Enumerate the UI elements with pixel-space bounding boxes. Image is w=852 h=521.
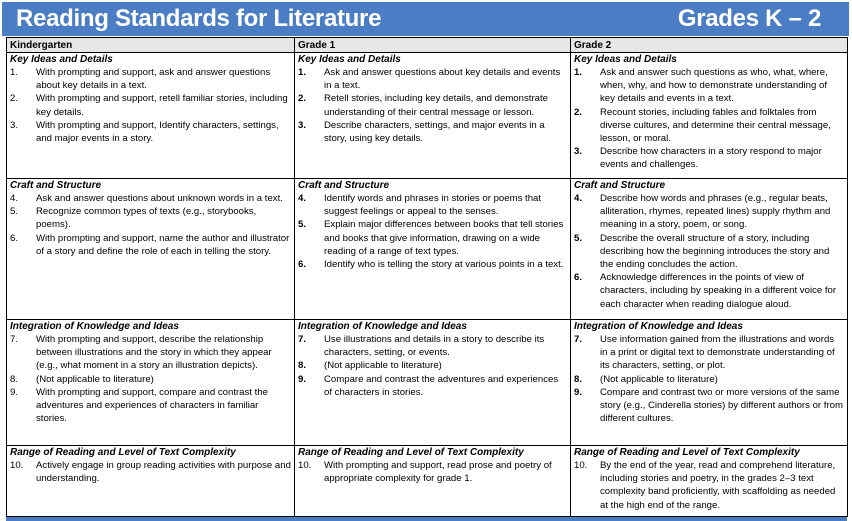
standards-list xyxy=(298,333,567,399)
section-heading: Integration of Knowledge and Ideas xyxy=(574,321,743,332)
standard-text: Identify words and phrases in stories or poems that suggest feelings or appeal to the senses. xyxy=(324,193,542,218)
standard-item xyxy=(10,92,291,118)
section-heading: Craft and Structure xyxy=(10,180,102,191)
standards-row-craft-structure xyxy=(7,179,848,320)
section-heading: Range of Reading and Level of Text Complexity xyxy=(574,447,800,458)
standard-text: By the end of the year, read and comprehend literature, including stories and poetry, in the grades 2–3 text complexity band proficiently, with scaffolding as needed at the high end of the range. xyxy=(600,460,836,511)
standard-item xyxy=(10,333,291,373)
cell-range-complexity-grade-1 xyxy=(295,446,571,517)
bottom-band xyxy=(6,517,847,521)
standard-item xyxy=(298,192,567,218)
standard-text: Recount stories, including fables and folktales from diverse cultures, and determine their central message, lesson, or moral. xyxy=(600,106,831,145)
standard-item xyxy=(10,119,291,145)
standard-number: 9. xyxy=(574,386,583,398)
standard-number: 8. xyxy=(10,373,19,385)
column-header-grade-1: Grade 1 xyxy=(295,38,571,53)
standard-item xyxy=(298,119,567,145)
standard-item xyxy=(574,373,844,386)
standard-item xyxy=(298,373,567,399)
standard-text: Describe how characters in a story respond to major events and challenges. xyxy=(600,146,822,171)
standard-item xyxy=(574,145,844,171)
cell-integration-grade-1 xyxy=(295,320,571,446)
standard-text: With prompting and support, name the author and illustrator of a story and define the role of each in telling the story. xyxy=(36,232,290,257)
standard-text: With prompting and support, compare and contrast the adventures and experiences of characters in familiar stories. xyxy=(36,386,268,425)
standards-list xyxy=(10,192,291,258)
cell-integration-kindergarten xyxy=(7,320,295,446)
standard-number: 8. xyxy=(574,373,583,385)
standard-number: 5. xyxy=(298,219,307,231)
grade-range: Grades K – 2 xyxy=(677,5,821,32)
standard-item xyxy=(574,386,844,426)
standards-row-key-ideas xyxy=(7,53,848,179)
standard-number: 9. xyxy=(298,373,307,385)
standard-number: 7. xyxy=(574,334,583,345)
cell-range-complexity-grade-2 xyxy=(571,446,848,517)
section-heading: Key Ideas and Details xyxy=(574,54,677,65)
standard-number: 1. xyxy=(10,67,19,78)
standard-text: With prompting and support, read prose and poetry of appropriate complexity for grade 1. xyxy=(324,460,552,485)
standard-text: With prompting and support, Identify characters, settings, and major events in a story. xyxy=(36,119,279,145)
standard-text: (Not applicable to literature) xyxy=(600,373,718,385)
section-heading: Integration of Knowledge and Ideas xyxy=(10,321,179,332)
standard-item xyxy=(298,459,567,485)
standards-list xyxy=(10,333,291,425)
standard-item xyxy=(298,92,567,118)
standard-number: 2. xyxy=(10,93,19,105)
column-header-row xyxy=(7,38,848,53)
standard-text: Ask and answer questions about unknown words in a text. xyxy=(36,193,283,204)
standard-number: 5. xyxy=(10,206,19,218)
standards-list xyxy=(574,66,844,172)
cell-craft-structure-grade-2 xyxy=(571,179,848,320)
standards-list xyxy=(574,459,844,512)
standard-number: 10. xyxy=(298,460,312,471)
standards-list xyxy=(298,192,567,271)
standard-text: Compare and contrast two or more versions of the same story (e.g., Cinderella stories) by different authors or from different cultures. xyxy=(600,386,843,425)
column-header-grade-2: Grade 2 xyxy=(571,38,848,53)
standards-list xyxy=(574,192,844,311)
cell-range-complexity-kindergarten xyxy=(7,446,295,517)
standard-text: With prompting and support, retell familiar stories, including key details. xyxy=(36,93,288,118)
section-heading: Key Ideas and Details xyxy=(10,54,113,65)
standards-table xyxy=(6,37,848,517)
section-heading: Craft and Structure xyxy=(298,180,390,191)
standards-list xyxy=(10,66,291,145)
standard-number: 2. xyxy=(574,106,583,118)
standard-number: 9. xyxy=(10,386,19,398)
cell-key-ideas-kindergarten xyxy=(7,53,295,179)
standard-number: 7. xyxy=(10,334,19,345)
standard-item xyxy=(574,271,844,311)
standard-number: 10. xyxy=(10,460,24,471)
standard-text: Actively engage in group reading activities with purpose and understanding. xyxy=(36,460,291,485)
standard-number: 3. xyxy=(10,119,19,131)
section-heading: Key Ideas and Details xyxy=(298,54,401,65)
standard-text: Describe the overall structure of a story, including describing how the beginning introduces the story and the ending concludes the action. xyxy=(600,232,830,271)
standard-item xyxy=(574,459,844,512)
cell-integration-grade-2 xyxy=(571,320,848,446)
standard-number: 8. xyxy=(298,360,307,372)
standard-number: 7. xyxy=(298,334,307,345)
section-heading: Range of Reading and Level of Text Complexity xyxy=(10,447,236,458)
standard-text: Recognize common types of texts (e.g., storybooks, poems). xyxy=(36,206,257,231)
standard-number: 5. xyxy=(574,232,583,244)
standard-item xyxy=(10,373,291,386)
standard-item xyxy=(298,258,567,271)
standard-item xyxy=(574,66,844,106)
cell-key-ideas-grade-2 xyxy=(571,53,848,179)
standard-number: 4. xyxy=(298,193,307,204)
standards-list xyxy=(574,333,844,425)
standard-text: Describe how words and phrases (e.g., regular beats, alliteration, rhymes, repeated lines) supply rhythm and meaning in a story, poem, or song. xyxy=(600,193,831,231)
standard-item xyxy=(574,106,844,146)
standard-text: Ask and answer such questions as who, what, where, when, why, and how to demonstrate understanding of key details and events in a text. xyxy=(600,67,828,105)
standard-text: Compare and contrast the adventures and experiences of characters in stories. xyxy=(324,373,559,398)
standard-number: 6. xyxy=(10,232,19,244)
standard-number: 3. xyxy=(298,119,307,131)
title-banner xyxy=(2,2,849,36)
standard-item xyxy=(10,459,291,485)
standard-number: 1. xyxy=(574,67,583,78)
column-header-kindergarten: Kindergarten xyxy=(7,38,295,53)
standard-item xyxy=(10,386,291,426)
standard-text: Ask and answer questions about key details and events in a text. xyxy=(324,67,561,92)
standards-list xyxy=(298,459,567,485)
standard-item xyxy=(298,218,567,258)
standard-text: Explain major differences between books that tell stories and books that give information, drawing on a wide reading of a range of text types. xyxy=(324,219,564,257)
standards-row-range-complexity xyxy=(7,446,848,517)
standard-number: 4. xyxy=(574,193,583,204)
standard-item xyxy=(574,333,844,373)
standard-item xyxy=(298,333,567,359)
standard-item xyxy=(574,192,844,232)
cell-key-ideas-grade-1 xyxy=(295,53,571,179)
standard-text: Describe characters, settings, and major events in a story, using key details. xyxy=(324,119,545,145)
standard-item xyxy=(10,192,291,205)
standard-text: With prompting and support, ask and answer questions about key details in a text. xyxy=(36,67,271,92)
standard-number: 6. xyxy=(298,259,307,271)
section-heading: Range of Reading and Level of Text Complexity xyxy=(298,447,524,458)
cell-craft-structure-kindergarten xyxy=(7,179,295,320)
standards-list xyxy=(10,459,291,485)
standard-item xyxy=(574,232,844,272)
standard-item xyxy=(298,359,567,372)
cell-craft-structure-grade-1 xyxy=(295,179,571,320)
standard-text: Identify who is telling the story at various points in a text. xyxy=(324,259,564,271)
standard-item xyxy=(298,66,567,92)
standard-number: 4. xyxy=(10,193,19,204)
standard-text: Retell stories, including key details, and demonstrate understanding of their central message or lesson. xyxy=(324,93,548,118)
standard-item xyxy=(10,66,291,92)
standard-number: 1. xyxy=(298,67,307,78)
standard-item xyxy=(10,205,291,231)
standard-text: (Not applicable to literature) xyxy=(324,360,442,372)
page-title: Reading Standards for Literature xyxy=(16,5,382,32)
standard-item xyxy=(10,232,291,258)
standard-text: Use information gained from the illustrations and words in a print or digital text to demonstrate understanding of its characters, setting, or plot. xyxy=(600,334,835,372)
standards-row-integration xyxy=(7,320,848,446)
standard-number: 6. xyxy=(574,272,583,284)
standard-number: 10. xyxy=(574,460,588,471)
standard-text: (Not applicable to literature) xyxy=(36,373,154,385)
standard-text: With prompting and support, describe the relationship between illustrations and the story in which they appear (e.g., what moment in a story an illustration depicts). xyxy=(36,334,272,372)
standard-number: 2. xyxy=(298,93,307,105)
section-heading: Integration of Knowledge and Ideas xyxy=(298,321,467,332)
section-heading: Craft and Structure xyxy=(574,180,666,191)
standard-number: 3. xyxy=(574,146,583,158)
standard-text: Use illustrations and details in a story to describe its characters, setting, or events. xyxy=(324,334,545,359)
standard-text: Acknowledge differences in the points of view of characters, including by speaking in a different voice for each character when reading dialogue aloud. xyxy=(600,272,837,310)
standards-list xyxy=(298,66,567,145)
